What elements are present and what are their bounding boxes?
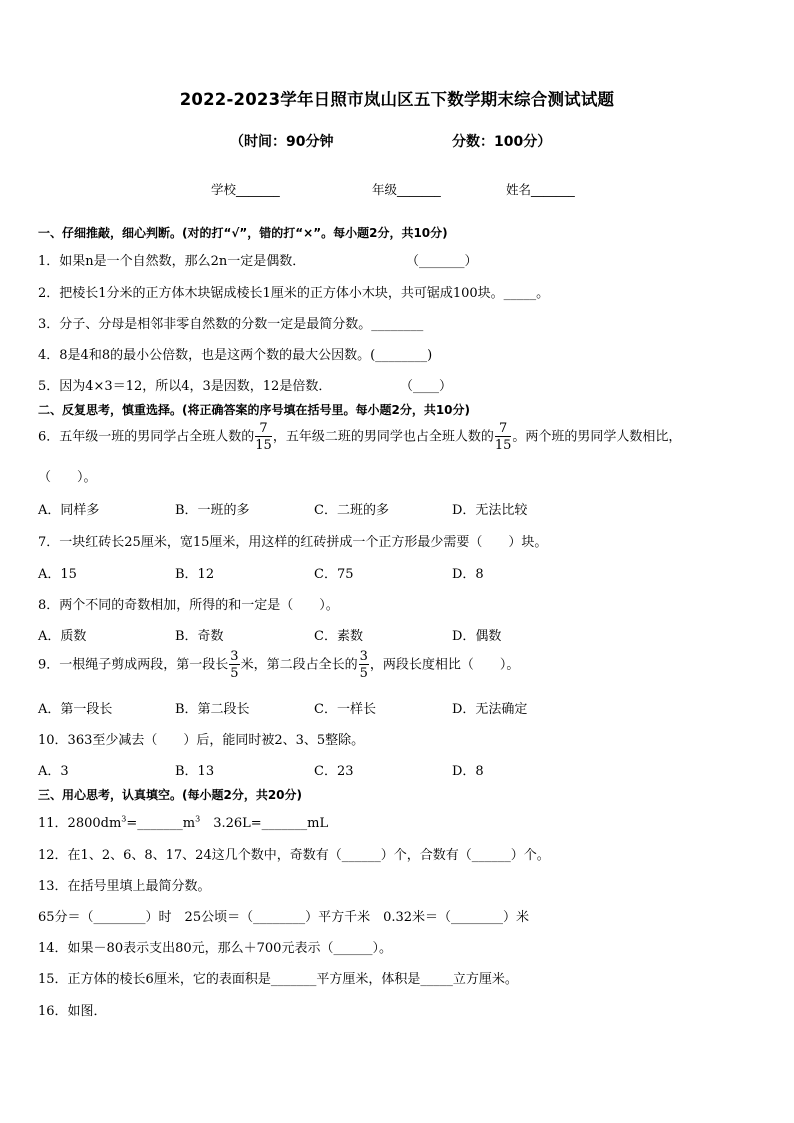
q7-option-d: D．8: [452, 567, 484, 582]
question-11: [38, 812, 328, 831]
question-2: 2．把棱长1分米的正方体木块锯成棱长1厘米的正方体小木块，共可锯成100块。_____。: [38, 286, 550, 301]
superscript: 3: [195, 814, 201, 824]
superscript: 3: [121, 814, 127, 824]
q10-option-a: A．3: [38, 764, 69, 779]
q10-option-c: C．23: [314, 764, 354, 779]
q7-option-b: B．12: [175, 567, 215, 582]
question-9-text-b: 米，第二段占全长的: [240, 657, 358, 673]
question-7: 7．一块红砖长25厘米，宽15厘米，用这样的红砖拼成一个正方形最少需要（ ）块。: [38, 535, 548, 550]
question-3: 3．分子、分母是相邻非零自然数的分数一定是最简分数。________: [38, 317, 424, 332]
question-5-answer: （____）: [400, 379, 453, 394]
q7-option-a: A．15: [38, 567, 77, 582]
question-12: 12．在1、2、6、8、17、24这几个数中，奇数有（______）个，合数有（______）个。: [38, 848, 550, 863]
question-14: 14．如果－80表示支出80元，那么＋700元表示（______）。: [38, 941, 392, 956]
q9-option-b: B．第二段长: [175, 702, 250, 717]
q9-option-c: C．一样长: [314, 702, 376, 717]
q8-option-c: C．素数: [314, 629, 363, 644]
grade-field: 年级_______: [372, 182, 441, 197]
question-13: 13．在括号里填上最简分数。: [38, 879, 211, 894]
fraction: $\frac{7}{15}$: [494, 421, 512, 453]
question-6-text-a: 6．五年级一班的男同学占全班人数的: [38, 429, 255, 445]
question-9: [38, 650, 519, 680]
question-6-blank: （ ）。: [38, 470, 97, 485]
q10-option-b: B．13: [175, 764, 215, 779]
exam-score: 分数：100分）: [452, 134, 552, 150]
question-9-text-a: 9．一根绳子剪成两段，第一段长: [38, 657, 229, 673]
question-4: 4．8是4和8的最小公倍数，也是这两个数的最大公因数。(________): [38, 348, 433, 363]
fraction: $\frac{7}{15}$: [255, 421, 272, 453]
q6-option-b: B．一班的多: [175, 503, 250, 518]
q6-option-d: D．无法比较: [452, 503, 528, 518]
q9-option-a: A．第一段长: [38, 702, 113, 717]
question-15: 15．正方体的棱长6厘米，它的表面积是_______平方厘米，体积是_____立方厘米。: [38, 972, 518, 987]
question-8: 8．两个不同的奇数相加，所得的和一定是（ ）。: [38, 598, 339, 613]
q8-option-a: A．质数: [38, 629, 87, 644]
question-6-text-b: ，五年级二班的男同学也占全班人数的: [272, 429, 494, 445]
question-16: 16．如图．: [38, 1004, 107, 1019]
page-title: 2022-2023学年日照市岚山区五下数学期末综合测试试题: [179, 90, 615, 109]
section-1-heading: 一、仔细推敲，细心判断。(对的打“√”，错的打“×”。每小题2分，共10分): [38, 226, 448, 240]
question-13-blanks: 65分＝（________）时 25公顷＝（________）平方千米 0.32米＝（________）米: [38, 910, 530, 925]
school-field: 学校_______: [211, 182, 280, 197]
name-field: 姓名_______: [506, 182, 575, 197]
q10-option-d: D．8: [452, 764, 484, 779]
q7-option-c: C．75: [314, 567, 354, 582]
q6-option-c: C．二班的多: [314, 503, 389, 518]
question-10: 10．363至少减去（ ）后，能同时被2、3、5整除。: [38, 733, 365, 748]
question-9-text-c: ，两段长度相比（ ）。: [369, 657, 520, 673]
question-1-answer: （_______）: [406, 254, 478, 269]
question-11-text-b: =_______m: [126, 816, 196, 831]
question-1: 1．如果n是一个自然数，那么2n一定是偶数．: [38, 254, 306, 269]
fraction: $\frac{3}{5}$: [359, 649, 368, 681]
section-2-heading: 二、反复思考，慎重选择。(将正确答案的序号填在括号里。每小题2分，共10分): [38, 403, 471, 417]
question-6-text-c: 。两个班的男同学人数相比，: [512, 429, 682, 445]
q8-option-d: D．偶数: [452, 629, 502, 644]
q6-option-a: A．同样多: [38, 503, 100, 518]
question-6: [38, 422, 681, 452]
q8-option-b: B．奇数: [175, 629, 224, 644]
section-3-heading: 三、用心思考，认真填空。(每小题2分，共20分): [38, 788, 303, 802]
question-5: 5．因为4×3＝12，所以4，3是因数，12是倍数．: [38, 379, 332, 394]
q9-option-d: D．无法确定: [452, 702, 528, 717]
question-11-text-a: 11．2800dm: [38, 816, 122, 831]
question-11-text-c: 3.26L=_______mL: [200, 816, 329, 831]
fraction: $\frac{3}{5}$: [230, 649, 239, 681]
exam-time: （时间：90分钟: [230, 134, 334, 150]
